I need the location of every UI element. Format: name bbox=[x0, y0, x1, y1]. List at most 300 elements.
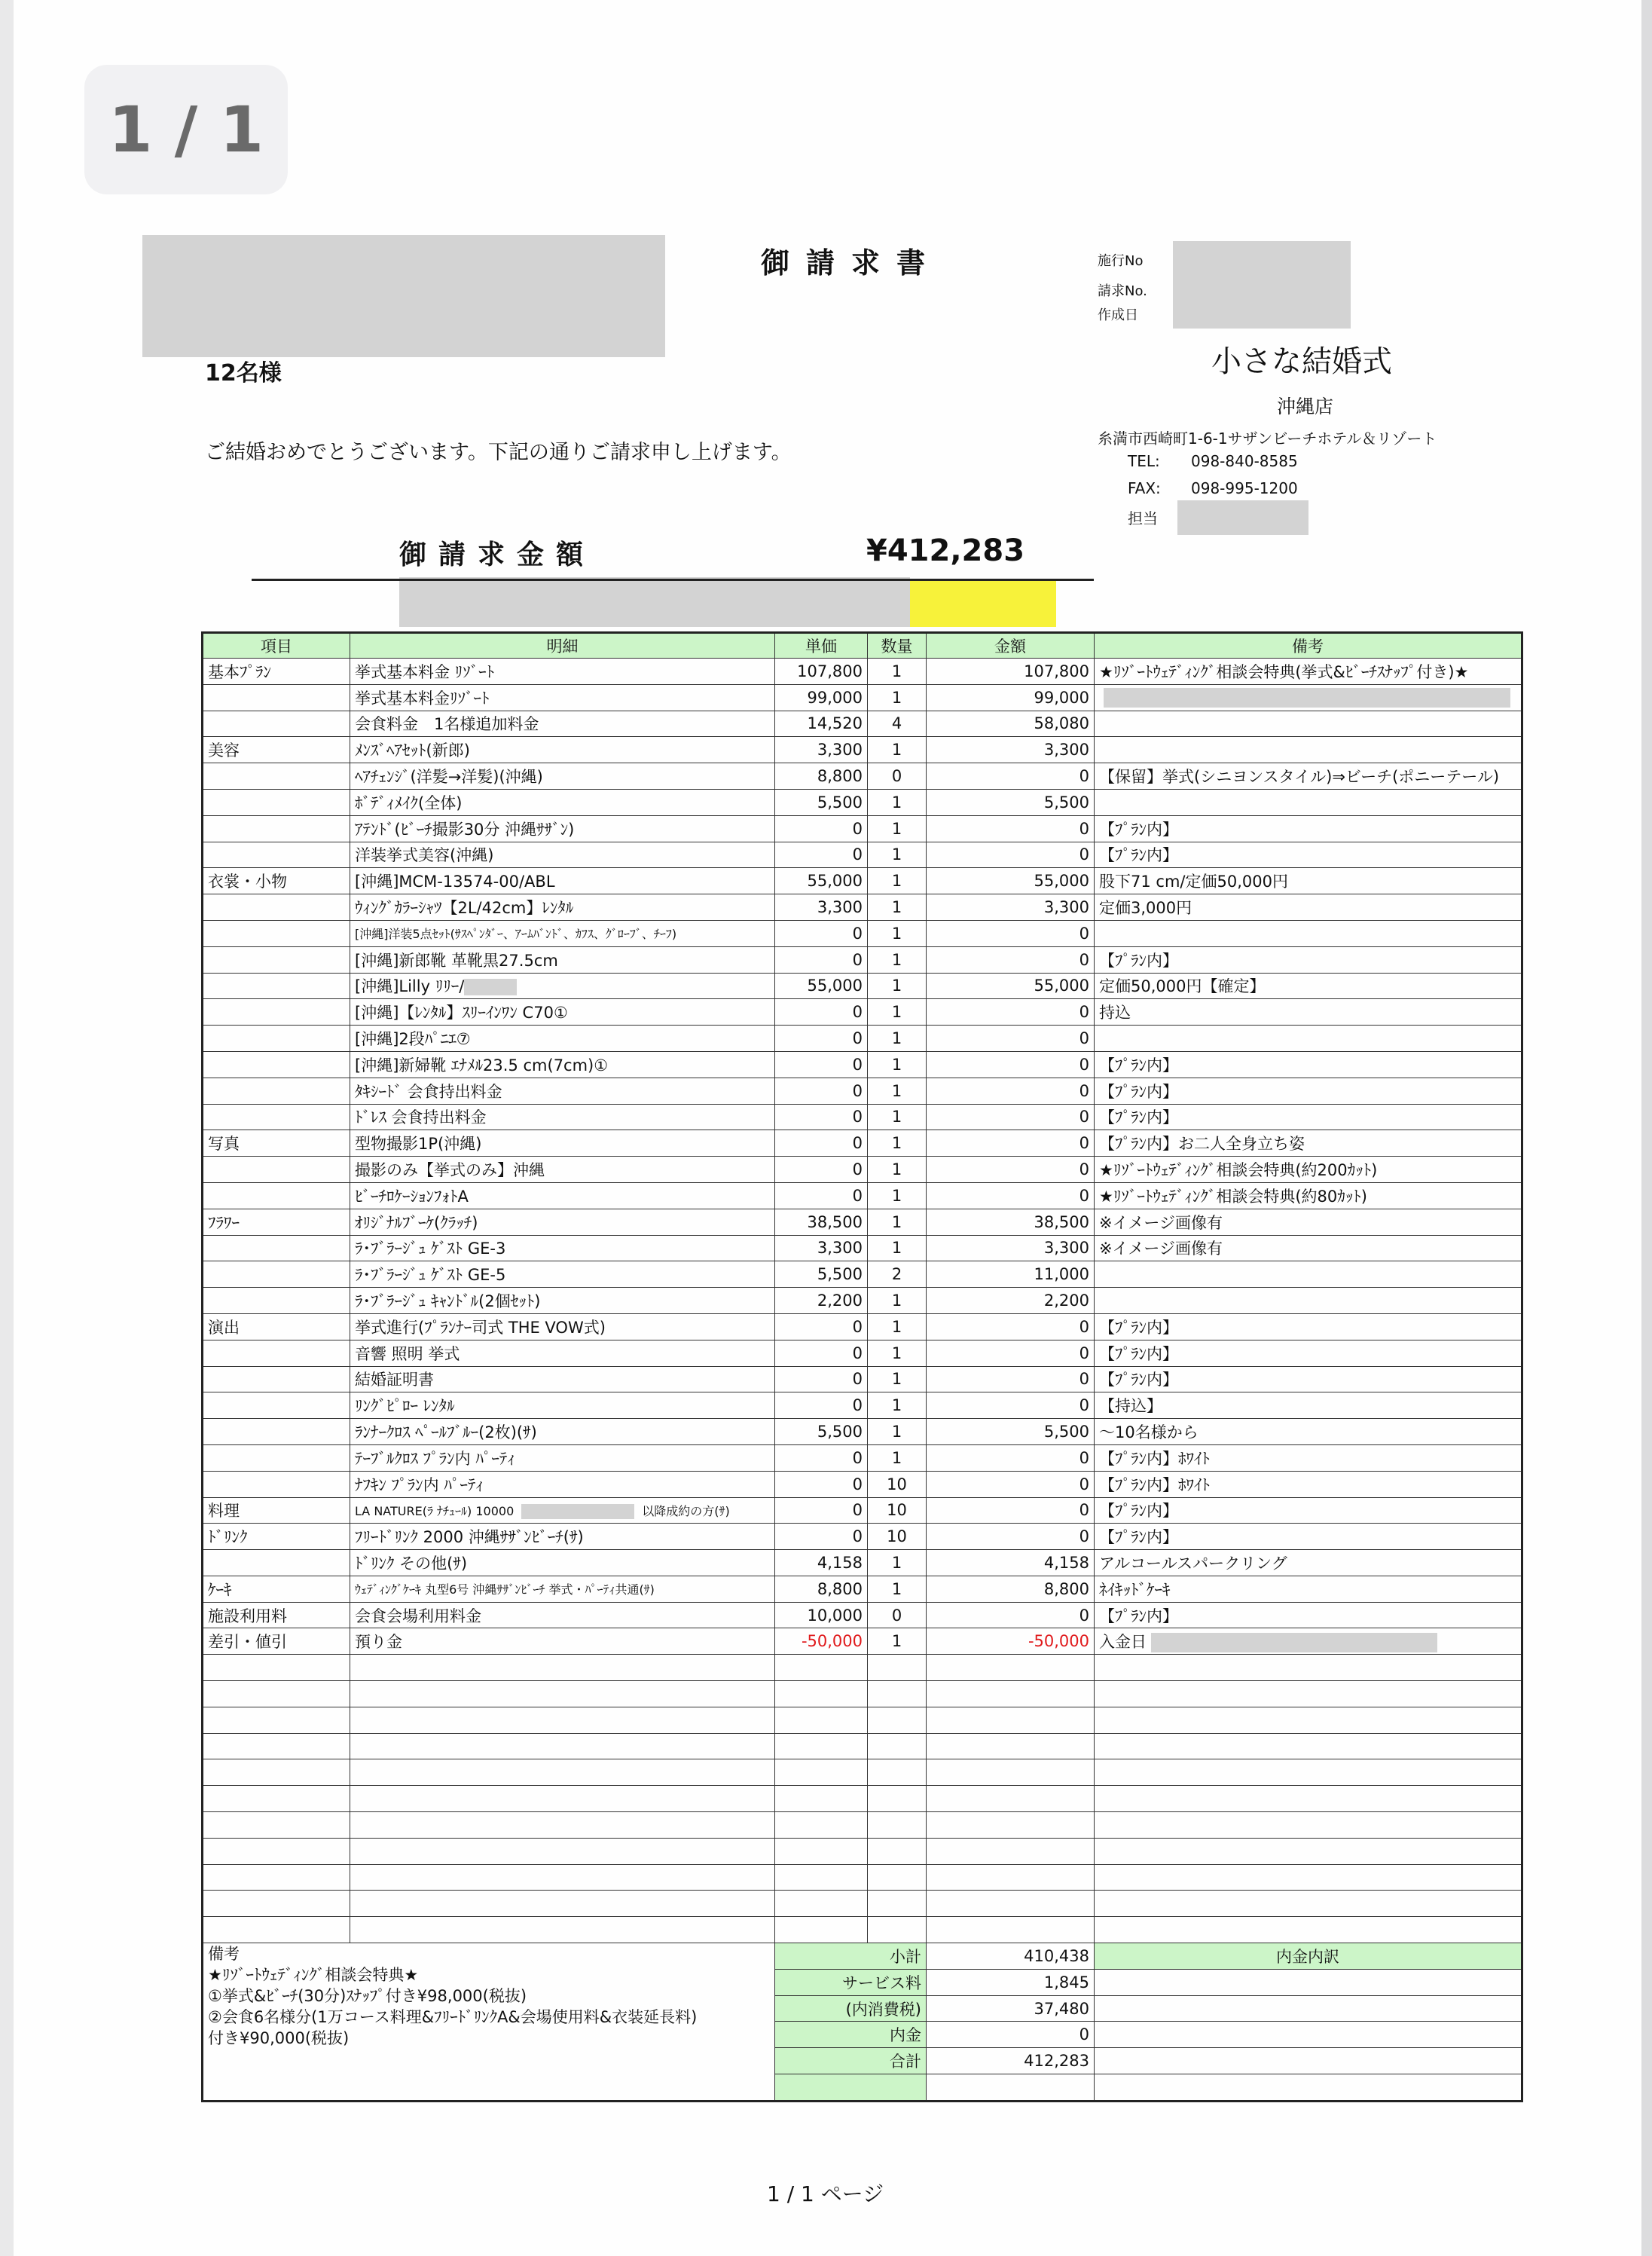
amount-cell: 2,200 bbox=[927, 1288, 1095, 1314]
quantity-cell: 1 bbox=[868, 1078, 927, 1104]
quantity-cell: 1 bbox=[868, 737, 927, 763]
quantity-cell: 1 bbox=[868, 894, 927, 921]
redacted-detail bbox=[521, 1504, 634, 1519]
table-row bbox=[203, 1524, 1522, 1550]
staff-label: 担当 bbox=[1128, 509, 1158, 527]
empty-cell bbox=[203, 1655, 350, 1681]
unit-price-cell: 0 bbox=[775, 1078, 868, 1104]
remarks-line: 付き¥90,000(税抜) bbox=[208, 2029, 350, 2048]
empty-cell bbox=[868, 1655, 927, 1681]
remarks-cell: 【保留】挙式(シニヨンスタイル)⇒ビーチ(ポニーテール) bbox=[1095, 763, 1522, 790]
quantity-cell: 0 bbox=[868, 1602, 927, 1628]
detail-cell: ﾗﾝﾅｰｸﾛｽ ﾍﾟｰﾙﾌﾞﾙｰ(2枚)(ｻ) bbox=[350, 1419, 775, 1445]
quantity-cell: 10 bbox=[868, 1497, 927, 1524]
meta-label-execution-no: 施行No bbox=[1098, 253, 1144, 269]
quantity-cell: 1 bbox=[868, 1288, 927, 1314]
empty-cell bbox=[350, 1786, 775, 1812]
remarks-cell: 【ﾌﾟﾗﾝ内】 bbox=[1095, 842, 1522, 868]
header-remarks: 備考 bbox=[1095, 633, 1522, 659]
table-row bbox=[203, 1288, 1522, 1314]
quantity-cell: 1 bbox=[868, 973, 927, 999]
detail-cell: ﾀｷｼｰﾄﾞ 会食持出料金 bbox=[350, 1078, 775, 1104]
remarks-cell: 定価50,000円【確定】 bbox=[1095, 973, 1522, 999]
unit-price-cell: 0 bbox=[775, 1182, 868, 1209]
remarks-cell bbox=[1095, 1261, 1522, 1288]
unit-price-cell: 10,000 bbox=[775, 1602, 868, 1628]
fax-label: FAX: bbox=[1128, 479, 1161, 497]
deposit-breakdown-cell bbox=[1095, 2048, 1522, 2074]
detail-cell: ﾅﾌｷﾝ ﾌﾟﾗﾝ内 ﾊﾟｰﾃｨ bbox=[350, 1471, 775, 1497]
table-row bbox=[203, 1576, 1522, 1602]
table-row bbox=[203, 1419, 1522, 1445]
amount-cell: 0 bbox=[927, 1157, 1095, 1183]
category-cell: ﾌﾗﾜｰ bbox=[203, 1209, 350, 1235]
category-cell bbox=[203, 1444, 350, 1471]
total-label: 合計 bbox=[775, 2048, 927, 2074]
quantity-cell: 2 bbox=[868, 1261, 927, 1288]
table-row bbox=[203, 1130, 1522, 1157]
remarks-cell: ～10名様から bbox=[1095, 1419, 1522, 1445]
category-cell bbox=[203, 789, 350, 815]
empty-cell bbox=[868, 1838, 927, 1864]
remarks-title: 備考 bbox=[208, 1945, 240, 1964]
remarks-cell: 【ﾌﾟﾗﾝ内】 bbox=[1095, 946, 1522, 973]
empty-row bbox=[203, 1655, 1522, 1681]
amount-cell: 0 bbox=[927, 1026, 1095, 1052]
category-cell: 料理 bbox=[203, 1497, 350, 1524]
remarks-cell bbox=[1095, 1026, 1522, 1052]
amount-cell: -50,000 bbox=[927, 1628, 1095, 1655]
empty-cell bbox=[350, 1681, 775, 1707]
unit-price-cell: 0 bbox=[775, 1051, 868, 1078]
summary-blank bbox=[927, 2074, 1095, 2102]
unit-price-cell: 5,500 bbox=[775, 789, 868, 815]
detail-cell: ｳｨﾝｸﾞｶﾗｰｼｬﾂ【2L/42cm】ﾚﾝﾀﾙ bbox=[350, 894, 775, 921]
detail-cell: [沖縄]MCM-13574-00/ABL bbox=[350, 868, 775, 894]
unit-price-cell: 0 bbox=[775, 1366, 868, 1392]
empty-row bbox=[203, 1838, 1522, 1864]
table-row bbox=[203, 1209, 1522, 1235]
empty-cell bbox=[775, 1812, 868, 1839]
table-row bbox=[203, 659, 1522, 685]
amount-label: 御請求金額 bbox=[399, 540, 596, 570]
remarks-cell: 【ﾌﾟﾗﾝ内】ﾎﾜｲﾄ bbox=[1095, 1471, 1522, 1497]
unit-price-cell: 55,000 bbox=[775, 973, 868, 999]
remarks-cell: 股下71 cm/定価50,000円 bbox=[1095, 868, 1522, 894]
amount-cell: 0 bbox=[927, 1602, 1095, 1628]
table-row bbox=[203, 946, 1522, 973]
remarks-cell: ﾈｲｷｯﾄﾞｹｰｷ bbox=[1095, 1576, 1522, 1602]
remarks-cell bbox=[1095, 920, 1522, 946]
meta-label-invoice-no: 請求No. bbox=[1098, 283, 1147, 299]
category-cell bbox=[203, 1392, 350, 1419]
amount-cell: 38,500 bbox=[927, 1209, 1095, 1235]
detail-cell: 型物撮影1P(沖縄) bbox=[350, 1130, 775, 1157]
detail-cell: 結婚証明書 bbox=[350, 1366, 775, 1392]
unit-price-cell: 0 bbox=[775, 946, 868, 973]
detail-cell: [沖縄]Lilly ﾘﾘｰ/ bbox=[350, 973, 775, 999]
unit-price-cell: 0 bbox=[775, 920, 868, 946]
unit-price-cell: 8,800 bbox=[775, 763, 868, 790]
amount-cell: 5,500 bbox=[927, 789, 1095, 815]
unit-price-cell: -50,000 bbox=[775, 1628, 868, 1655]
remarks-cell bbox=[1095, 789, 1522, 815]
amount-cell: 0 bbox=[927, 1104, 1095, 1130]
quantity-cell: 1 bbox=[868, 1444, 927, 1471]
quantity-cell: 1 bbox=[868, 789, 927, 815]
empty-cell bbox=[775, 1838, 868, 1864]
empty-cell bbox=[350, 1655, 775, 1681]
empty-row bbox=[203, 1891, 1522, 1917]
deposit-breakdown-cell bbox=[1095, 1995, 1522, 2022]
detail-cell: ﾗ･ﾌﾞﾗｰｼﾞｭ ｹﾞｽﾄ GE-5 bbox=[350, 1261, 775, 1288]
deposit-breakdown-cell bbox=[1095, 1969, 1522, 1995]
detail-cell: ﾎﾞﾃﾞｨﾒｲｸ(全体) bbox=[350, 789, 775, 815]
amount-cell: 0 bbox=[927, 1182, 1095, 1209]
table-row bbox=[203, 684, 1522, 711]
table-row bbox=[203, 763, 1522, 790]
unit-price-cell: 0 bbox=[775, 1497, 868, 1524]
table-row bbox=[203, 894, 1522, 921]
subtotal-label: 小計 bbox=[775, 1943, 927, 1970]
quantity-cell: 1 bbox=[868, 1182, 927, 1209]
table-row bbox=[203, 1602, 1522, 1628]
amount-cell: 99,000 bbox=[927, 684, 1095, 711]
empty-cell bbox=[927, 1681, 1095, 1707]
empty-cell bbox=[350, 1864, 775, 1891]
detail-cell: [沖縄]【ﾚﾝﾀﾙ】ｽﾘｰｲﾝﾜﾝ C70① bbox=[350, 999, 775, 1026]
table-row bbox=[203, 999, 1522, 1026]
company-address: 糸満市西崎町1-6-1サザンビーチホテル＆リゾート bbox=[1098, 429, 1437, 448]
category-cell bbox=[203, 1288, 350, 1314]
empty-cell bbox=[203, 1733, 350, 1759]
quantity-cell: 1 bbox=[868, 815, 927, 842]
detail-cell: ﾒﾝｽﾞﾍｱｾｯﾄ(新郎) bbox=[350, 737, 775, 763]
table-row bbox=[203, 920, 1522, 946]
redacted-recipient bbox=[142, 235, 665, 357]
table-row bbox=[203, 1497, 1522, 1524]
category-cell bbox=[203, 1366, 350, 1392]
unit-price-cell: 8,800 bbox=[775, 1576, 868, 1602]
fax-value: 098-995-1200 bbox=[1191, 479, 1298, 497]
empty-row bbox=[203, 1733, 1522, 1759]
category-cell bbox=[203, 999, 350, 1026]
detail-cell: 会食料金 1名様追加料金 bbox=[350, 711, 775, 737]
amount-cell: 0 bbox=[927, 763, 1095, 790]
table-row bbox=[203, 1628, 1522, 1655]
remarks-cell: 【ﾌﾟﾗﾝ内】ﾎﾜｲﾄ bbox=[1095, 1444, 1522, 1471]
empty-row bbox=[203, 1707, 1522, 1733]
empty-cell bbox=[927, 1864, 1095, 1891]
empty-cell bbox=[927, 1759, 1095, 1786]
empty-cell bbox=[1095, 1917, 1522, 1943]
quantity-cell: 1 bbox=[868, 1130, 927, 1157]
highlight-mark bbox=[910, 580, 1056, 627]
detail-suffix: 以降成約の方(ｻ) bbox=[642, 1503, 730, 1518]
amount-cell: 0 bbox=[927, 999, 1095, 1026]
quantity-cell: 1 bbox=[868, 1550, 927, 1576]
empty-cell bbox=[1095, 1733, 1522, 1759]
amount-cell: 0 bbox=[927, 1340, 1095, 1366]
remarks-line: ②会食6名様分(1万コース料理&ﾌﾘｰﾄﾞﾘﾝｸA&会場使用料&衣装延長料) bbox=[208, 2008, 698, 2027]
remarks-cell: ★ﾘｿﾞｰﾄｳｪﾃﾞｨﾝｸﾞ相談会特典(挙式&ﾋﾞｰﾁｽﾅｯﾌﾟ付き)★ bbox=[1095, 659, 1522, 685]
empty-row bbox=[203, 1864, 1522, 1891]
empty-cell bbox=[927, 1812, 1095, 1839]
unit-price-cell: 0 bbox=[775, 1524, 868, 1550]
amount-cell: 4,158 bbox=[927, 1550, 1095, 1576]
unit-price-cell: 0 bbox=[775, 815, 868, 842]
empty-cell bbox=[350, 1733, 775, 1759]
amount-cell: 0 bbox=[927, 1078, 1095, 1104]
table-row bbox=[203, 1182, 1522, 1209]
remarks-cell: ★ﾘｿﾞｰﾄｳｪﾃﾞｨﾝｸﾞ相談会特典(約200ｶｯﾄ) bbox=[1095, 1157, 1522, 1183]
empty-cell bbox=[868, 1759, 927, 1786]
redacted-remark bbox=[1104, 688, 1510, 708]
deposit-breakdown-cell bbox=[1095, 2074, 1522, 2102]
amount-cell: 3,300 bbox=[927, 737, 1095, 763]
amount-cell: 5,500 bbox=[927, 1419, 1095, 1445]
empty-cell bbox=[203, 1838, 350, 1864]
empty-cell bbox=[775, 1655, 868, 1681]
empty-row bbox=[203, 1681, 1522, 1707]
detail-cell: ﾄﾞﾘﾝｸ その他(ｻ) bbox=[350, 1550, 775, 1576]
unit-price-cell: 0 bbox=[775, 1130, 868, 1157]
table-row bbox=[203, 868, 1522, 894]
empty-cell bbox=[868, 1733, 927, 1759]
unit-price-cell: 55,000 bbox=[775, 868, 868, 894]
amount-cell: 58,080 bbox=[927, 711, 1095, 737]
quantity-cell: 1 bbox=[868, 999, 927, 1026]
category-cell bbox=[203, 1340, 350, 1366]
quantity-cell: 1 bbox=[868, 684, 927, 711]
detail-text: LA NATURE(ﾗ ﾅﾁｭｰﾙ) 10000 bbox=[355, 1503, 515, 1518]
empty-cell bbox=[927, 1786, 1095, 1812]
amount-cell: 0 bbox=[927, 1130, 1095, 1157]
quantity-cell: 10 bbox=[868, 1471, 927, 1497]
header-amount: 金額 bbox=[927, 633, 1095, 659]
quantity-cell: 4 bbox=[868, 711, 927, 737]
redacted-staff bbox=[1177, 500, 1308, 535]
quantity-cell: 1 bbox=[868, 842, 927, 868]
table-row bbox=[203, 842, 1522, 868]
header-category: 項目 bbox=[203, 633, 350, 659]
unit-price-cell: 0 bbox=[775, 1471, 868, 1497]
remarks-cell: アルコールスパークリング bbox=[1095, 1550, 1522, 1576]
category-cell bbox=[203, 684, 350, 711]
meta-label-created-date: 作成日 bbox=[1098, 307, 1138, 323]
amount-cell: 0 bbox=[927, 842, 1095, 868]
quantity-cell: 1 bbox=[868, 659, 927, 685]
category-cell: 基本ﾌﾟﾗﾝ bbox=[203, 659, 350, 685]
empty-cell bbox=[775, 1891, 868, 1917]
invoice-table bbox=[201, 631, 1523, 2102]
company-branch: 沖縄店 bbox=[1277, 396, 1334, 417]
empty-cell bbox=[868, 1864, 927, 1891]
quantity-cell: 1 bbox=[868, 1104, 927, 1130]
remarks-cell bbox=[1095, 684, 1522, 711]
quantity-cell: 1 bbox=[868, 1313, 927, 1340]
remarks-cell: 【ﾌﾟﾗﾝ内】 bbox=[1095, 1524, 1522, 1550]
table-row bbox=[203, 973, 1522, 999]
unit-price-cell: 38,500 bbox=[775, 1209, 868, 1235]
amount-value: ¥412,283 bbox=[866, 533, 1025, 568]
table-row bbox=[203, 1051, 1522, 1078]
category-cell bbox=[203, 1051, 350, 1078]
table-row bbox=[203, 1026, 1522, 1052]
quantity-cell: 1 bbox=[868, 1366, 927, 1392]
amount-cell: 0 bbox=[927, 1471, 1095, 1497]
detail-cell: [沖縄]新婦靴 ｴﾅﾒﾙ23.5 cm(7cm)① bbox=[350, 1051, 775, 1078]
category-cell bbox=[203, 973, 350, 999]
amount-cell: 55,000 bbox=[927, 868, 1095, 894]
amount-cell: 3,300 bbox=[927, 1235, 1095, 1261]
company-fax bbox=[1128, 479, 1298, 497]
category-cell: 演出 bbox=[203, 1313, 350, 1340]
header-detail: 明細 bbox=[350, 633, 775, 659]
table-row bbox=[203, 1444, 1522, 1471]
amount-underline bbox=[252, 579, 1094, 581]
unit-price-cell: 0 bbox=[775, 999, 868, 1026]
unit-price-cell: 0 bbox=[775, 1313, 868, 1340]
quantity-cell: 1 bbox=[868, 1340, 927, 1366]
quantity-cell: 0 bbox=[868, 763, 927, 790]
detail-cell bbox=[350, 1497, 775, 1524]
detail-cell: ｵﾘｼﾞﾅﾙﾌﾞｰｹ(ｸﾗｯﾁ) bbox=[350, 1209, 775, 1235]
table-row bbox=[203, 789, 1522, 815]
category-cell: 美容 bbox=[203, 737, 350, 763]
category-cell bbox=[203, 1235, 350, 1261]
detail-cell: 挙式基本料金 ﾘｿﾞｰﾄ bbox=[350, 659, 775, 685]
category-cell bbox=[203, 1026, 350, 1052]
empty-cell bbox=[868, 1917, 927, 1943]
remarks-cell: 【ﾌﾟﾗﾝ内】 bbox=[1095, 1313, 1522, 1340]
detail-cell: ﾘﾝｸﾞﾋﾟﾛｰ ﾚﾝﾀﾙ bbox=[350, 1392, 775, 1419]
deposit-value: 0 bbox=[927, 2022, 1095, 2048]
detail-cell: ｱﾃﾝﾄﾞ(ﾋﾞｰﾁ撮影30分 沖縄ｻｻﾞﾝ) bbox=[350, 815, 775, 842]
empty-cell bbox=[1095, 1759, 1522, 1786]
remarks-cell: 【持込】 bbox=[1095, 1392, 1522, 1419]
empty-cell bbox=[350, 1759, 775, 1786]
detail-cell: ﾗ･ﾌﾞﾗｰｼﾞｭ ｹﾞｽﾄ GE-3 bbox=[350, 1235, 775, 1261]
unit-price-cell: 14,520 bbox=[775, 711, 868, 737]
empty-cell bbox=[203, 1786, 350, 1812]
amount-cell: 0 bbox=[927, 1051, 1095, 1078]
tel-label: TEL: bbox=[1128, 452, 1160, 470]
redacted-detail bbox=[464, 979, 517, 995]
empty-cell bbox=[775, 1681, 868, 1707]
category-cell bbox=[203, 842, 350, 868]
amount-cell: 0 bbox=[927, 1497, 1095, 1524]
empty-row bbox=[203, 1786, 1522, 1812]
amount-cell: 3,300 bbox=[927, 894, 1095, 921]
unit-price-cell: 107,800 bbox=[775, 659, 868, 685]
unit-price-cell: 0 bbox=[775, 842, 868, 868]
empty-cell bbox=[775, 1786, 868, 1812]
empty-row bbox=[203, 1759, 1522, 1786]
empty-cell bbox=[203, 1759, 350, 1786]
table-row bbox=[203, 1340, 1522, 1366]
quantity-cell: 1 bbox=[868, 1235, 927, 1261]
service-fee-label: サービス料 bbox=[775, 1969, 927, 1995]
empty-cell bbox=[1095, 1891, 1522, 1917]
detail-cell: [沖縄]新郎靴 革靴黒27.5cm bbox=[350, 946, 775, 973]
page-indicator[interactable]: 1 / 1 bbox=[84, 65, 288, 194]
unit-price-cell: 99,000 bbox=[775, 684, 868, 711]
table-row bbox=[203, 1104, 1522, 1130]
amount-cell: 55,000 bbox=[927, 973, 1095, 999]
amount-cell: 0 bbox=[927, 946, 1095, 973]
quantity-cell: 1 bbox=[868, 1419, 927, 1445]
header-quantity: 数量 bbox=[868, 633, 927, 659]
empty-cell bbox=[868, 1812, 927, 1839]
empty-cell bbox=[927, 1891, 1095, 1917]
remarks-cell: ★ﾘｿﾞｰﾄｳｪﾃﾞｨﾝｸﾞ相談会特典(約80ｶｯﾄ) bbox=[1095, 1182, 1522, 1209]
empty-cell bbox=[350, 1838, 775, 1864]
deposit-label: 内金 bbox=[775, 2022, 927, 2048]
unit-price-cell: 2,200 bbox=[775, 1288, 868, 1314]
total-value: 412,283 bbox=[927, 2048, 1095, 2074]
tax-value: 37,480 bbox=[927, 1995, 1095, 2022]
category-cell bbox=[203, 1078, 350, 1104]
empty-cell bbox=[350, 1917, 775, 1943]
remarks-line: ①挙式&ﾋﾞｰﾁ(30分)ｽﾅｯﾌﾟ付き¥98,000(税抜) bbox=[208, 1987, 527, 2006]
amount-cell: 0 bbox=[927, 1444, 1095, 1471]
remarks-cell: 【ﾌﾟﾗﾝ内】 bbox=[1095, 815, 1522, 842]
amount-cell: 0 bbox=[927, 1366, 1095, 1392]
empty-cell bbox=[927, 1917, 1095, 1943]
company-name: 小さな結婚式 bbox=[1211, 344, 1392, 379]
category-cell bbox=[203, 1104, 350, 1130]
company-tel bbox=[1128, 452, 1298, 470]
unit-price-cell: 0 bbox=[775, 1392, 868, 1419]
category-cell: 写真 bbox=[203, 1130, 350, 1157]
remarks-cell: 【ﾌﾟﾗﾝ内】 bbox=[1095, 1497, 1522, 1524]
quantity-cell: 1 bbox=[868, 1026, 927, 1052]
detail-cell: ﾗ･ﾌﾞﾗｰｼﾞｭ ｷｬﾝﾄﾞﾙ(2個ｾｯﾄ) bbox=[350, 1288, 775, 1314]
unit-price-cell: 3,300 bbox=[775, 894, 868, 921]
remarks-cell: 【ﾌﾟﾗﾝ内】 bbox=[1095, 1366, 1522, 1392]
empty-cell bbox=[868, 1891, 927, 1917]
amount-cell: 0 bbox=[927, 920, 1095, 946]
summary-blank bbox=[775, 2074, 927, 2102]
category-cell: 差引・値引 bbox=[203, 1628, 350, 1655]
category-cell bbox=[203, 1471, 350, 1497]
table-header-row bbox=[203, 633, 1522, 659]
table-row bbox=[203, 737, 1522, 763]
customer-name: 12名様 bbox=[205, 360, 282, 387]
empty-cell bbox=[203, 1891, 350, 1917]
category-cell bbox=[203, 920, 350, 946]
remarks-cell: 定価3,000円 bbox=[1095, 894, 1522, 921]
quantity-cell: 1 bbox=[868, 1051, 927, 1078]
category-cell bbox=[203, 894, 350, 921]
empty-cell bbox=[775, 1917, 868, 1943]
empty-cell bbox=[1095, 1838, 1522, 1864]
quantity-cell: 1 bbox=[868, 868, 927, 894]
amount-cell: 107,800 bbox=[927, 659, 1095, 685]
table-row bbox=[203, 1313, 1522, 1340]
detail-cell: [沖縄]洋装5点ｾｯﾄ(ｻｽﾍﾟﾝﾀﾞｰ、ｱｰﾑﾊﾞﾝﾄﾞ、ｶﾌｽ、ｸﾞﾛｰﾌﾞ、ﾁｰﾌ) bbox=[350, 920, 775, 946]
empty-cell bbox=[775, 1864, 868, 1891]
unit-price-cell: 0 bbox=[775, 1340, 868, 1366]
amount-cell: 0 bbox=[927, 1524, 1095, 1550]
remarks-cell: 【ﾌﾟﾗﾝ内】 bbox=[1095, 1602, 1522, 1628]
empty-cell bbox=[1095, 1655, 1522, 1681]
unit-price-cell: 3,300 bbox=[775, 737, 868, 763]
table-row bbox=[203, 711, 1522, 737]
viewer-right-edge bbox=[1641, 0, 1652, 2256]
table-row bbox=[203, 815, 1522, 842]
